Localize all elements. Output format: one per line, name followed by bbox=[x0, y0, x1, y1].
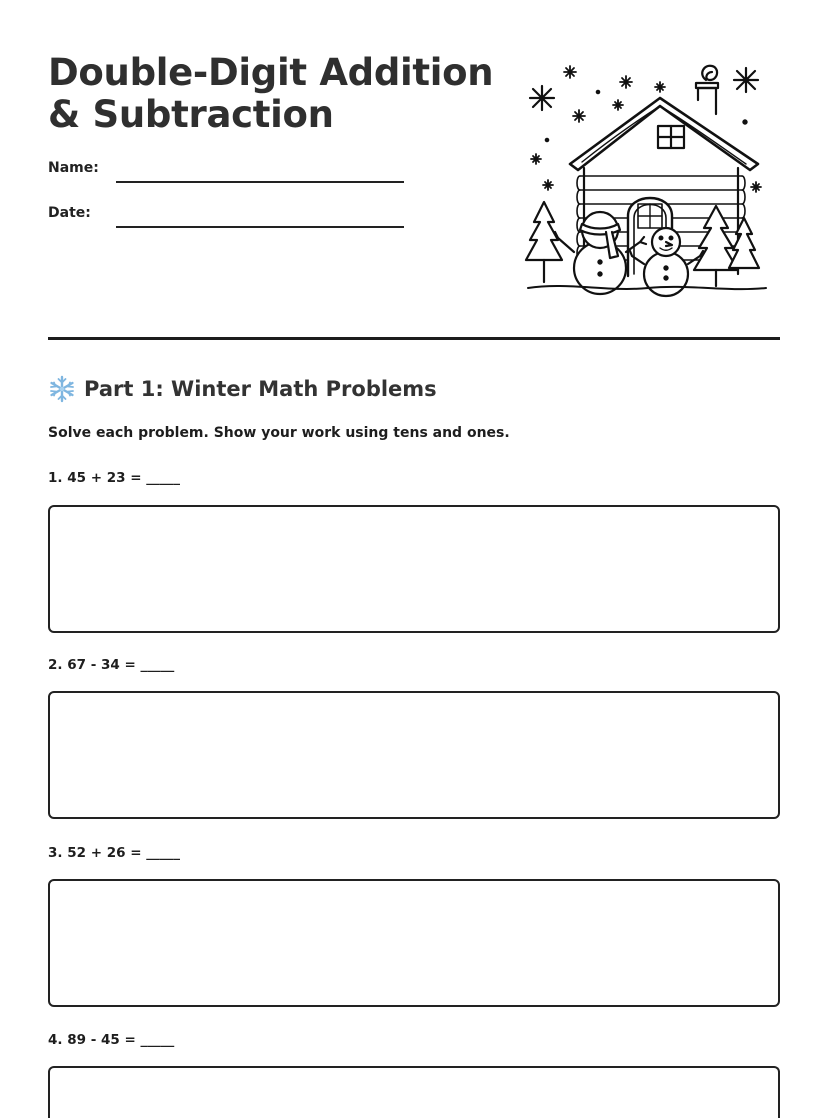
problem-1-label: 1. 45 + 23 = _____ bbox=[48, 470, 180, 486]
problem-4-work-box[interactable] bbox=[48, 1066, 780, 1118]
problem-3-work-box[interactable] bbox=[48, 879, 780, 1007]
winter-cabin-illustration bbox=[520, 56, 770, 306]
name-line[interactable] bbox=[116, 181, 404, 183]
snowflake-icon bbox=[530, 86, 554, 110]
problem-2-label: 2. 67 - 34 = _____ bbox=[48, 657, 175, 673]
title-line-1: Double-Digit Addition bbox=[48, 51, 494, 94]
problem-1-work-box[interactable] bbox=[48, 505, 780, 633]
name-label: Name: bbox=[48, 160, 99, 176]
title-line-2: & Subtraction bbox=[48, 93, 334, 136]
snowflake-icon bbox=[734, 68, 758, 92]
date-label: Date: bbox=[48, 205, 91, 221]
part-1-title: Part 1: Winter Math Problems bbox=[84, 377, 437, 401]
problem-4-label: 4. 89 - 45 = _____ bbox=[48, 1032, 175, 1048]
instructions-text: Solve each problem. Show your work using tens and ones. bbox=[48, 425, 510, 441]
problem-2-work-box[interactable] bbox=[48, 691, 780, 819]
date-line[interactable] bbox=[116, 226, 404, 228]
snowflake-icon bbox=[48, 375, 76, 403]
part-1-heading bbox=[48, 374, 437, 404]
worksheet-title bbox=[48, 51, 494, 136]
snowflake-icon bbox=[531, 66, 761, 192]
section-divider bbox=[48, 337, 780, 340]
problem-3-label: 3. 52 + 26 = _____ bbox=[48, 845, 180, 861]
